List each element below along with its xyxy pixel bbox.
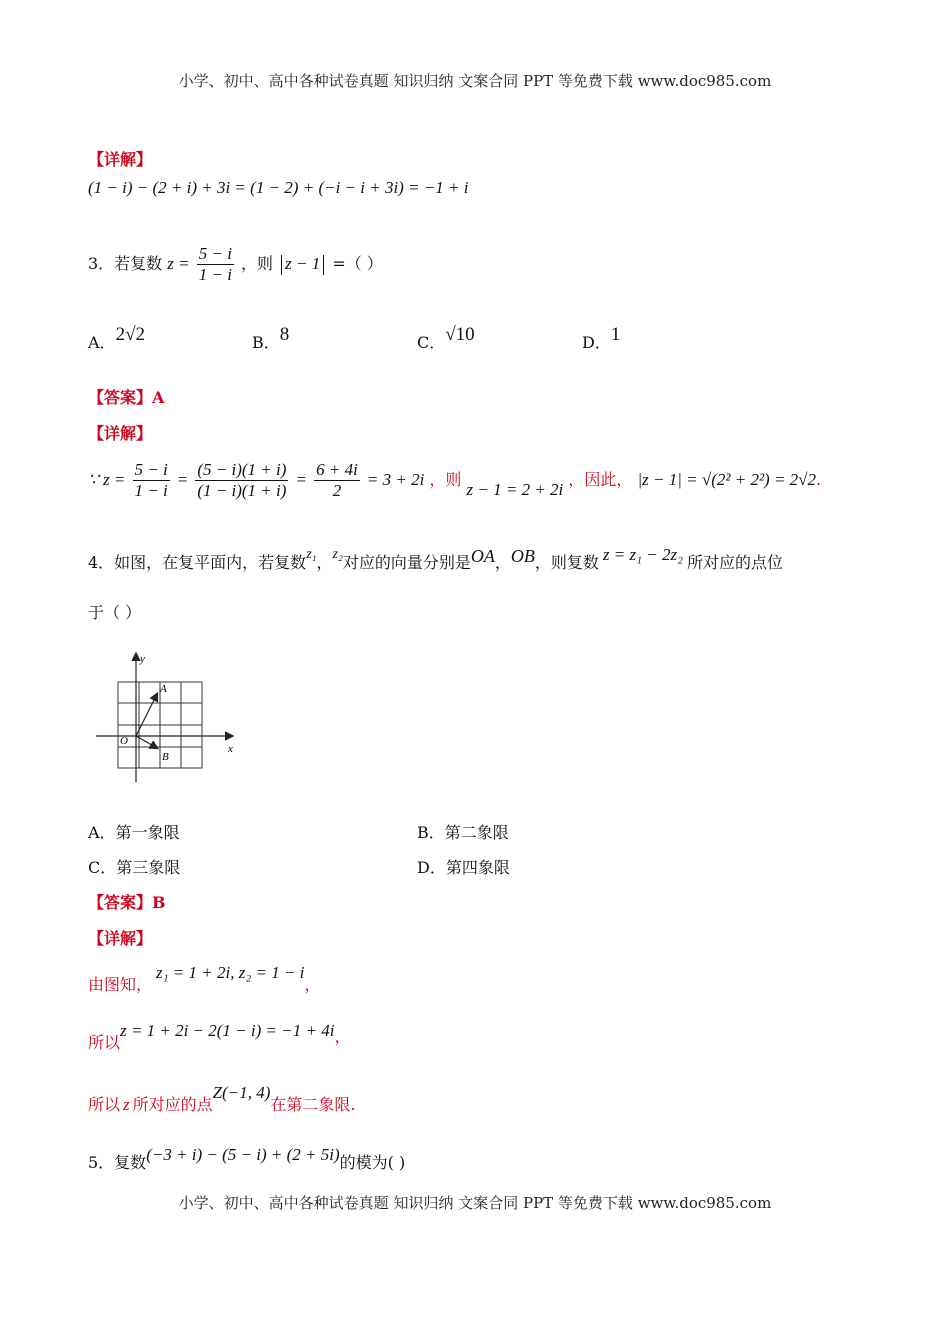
q4-line2-text: 所以 <box>88 1033 121 1052</box>
q3-number: 3．若复数 <box>88 254 163 273</box>
q3-abs-expr: z − 1 <box>285 254 321 273</box>
q3-detail-tag: 【详解】 <box>88 424 153 443</box>
q4-sol-line3 <box>88 1078 356 1114</box>
point-b-label: B <box>162 751 169 763</box>
option-label: D． <box>582 333 611 352</box>
origin-label: O <box>120 735 128 747</box>
q4-sol-line2 <box>88 1016 351 1052</box>
q3-option-c[interactable] <box>417 324 475 354</box>
option-value: 第四象限 <box>445 858 510 877</box>
option-value: 1 <box>610 324 621 345</box>
q4-sep-2: ， <box>494 553 511 572</box>
q4-z2: z₂ <box>332 547 343 562</box>
option-label: B． <box>252 333 280 352</box>
q4-mid2: ，则复数 <box>534 553 599 572</box>
option-label: A． <box>88 823 116 842</box>
page-footer: 小学、初中、高中各种试卷真题 知识归纳 文案合同 PPT 等免费下载 www.doc985.com <box>178 1194 772 1212</box>
q5-stem <box>88 1140 405 1170</box>
q3-then: ，则 <box>241 254 274 273</box>
q4-line3-text: 所以 <box>88 1095 121 1114</box>
option-value: 2√2 <box>115 324 145 345</box>
y-label: y <box>140 653 145 665</box>
option-label: C． <box>88 858 117 877</box>
page-header: 小学、初中、高中各种试卷真题 知识归纳 文案合同 PPT 等免费下载 www.doc985.com <box>178 72 772 90</box>
q5-expr: (−3 + i) − (5 − i) + (2 + 5i) <box>146 1145 340 1164</box>
q3-answer: 【答案】A <box>88 388 165 407</box>
q3-fraction <box>197 244 234 285</box>
frac-den: (1 − i)(1 + i) <box>197 481 287 500</box>
q4-option-b[interactable] <box>417 820 509 843</box>
q3-frac-num: 5 − i <box>198 244 232 263</box>
q3-stem <box>88 240 383 288</box>
q2-detail-tag: 【详解】 <box>88 150 153 169</box>
point-a-label: A <box>160 683 167 695</box>
q4-stem <box>88 545 784 579</box>
q3-option-a[interactable] <box>88 324 145 354</box>
q4-line3-expr: Z(−1, 4) <box>212 1083 271 1102</box>
option-value: 第一象限 <box>115 823 180 842</box>
q3-sol-frac-3 <box>314 460 360 501</box>
q4-option-c[interactable] <box>88 855 180 878</box>
q2-equation: (1 − i) − (2 + i) + 3i = (1 − 2) + (−i − i + 3i) = −1 + i <box>88 178 469 197</box>
q3-solution: ∵ z = $\frac{5 - i}{1 - i}$ = $\frac{(5 - i)(1 + i)}{(1 - i)(1 + i)}$ = $\frac{6 + 4i}{2}$ = 3 + 2i ，则 z − 1 = 2 + 2i ，因此， |z − 1| = √(2² + 2²) = 2√2. <box>88 460 822 500</box>
q3-then-text: ，则 <box>429 470 462 489</box>
q4-line1-text: 由图知， <box>88 975 153 994</box>
option-value: 第三象限 <box>116 858 181 877</box>
x-label: x <box>228 743 233 755</box>
q3-tail: =（ ） <box>332 254 383 273</box>
q4-line2-expr: z = 1 + 2i − 2(1 − i) = −1 + 4i <box>120 1021 335 1040</box>
frac-num: (5 − i)(1 + i) <box>197 460 287 479</box>
abs-bar-left <box>281 255 282 275</box>
q4-line1-end: ， <box>304 975 321 994</box>
abs-bar-right <box>323 255 324 275</box>
q4-sep: ， <box>316 553 333 572</box>
q5-tail: 的模为( ) <box>339 1153 406 1172</box>
q3-z-eq: z = <box>167 254 190 273</box>
q4-stem-suffix: 所对应的点位 <box>687 553 784 572</box>
q4-sol-line1 <box>88 958 321 994</box>
q3-sol-frac-1 <box>133 460 170 501</box>
q4-line3-z: z <box>123 1095 130 1114</box>
frac-num: 6 + 4i <box>316 460 358 479</box>
option-value: √10 <box>445 324 475 345</box>
option-label: A． <box>88 333 116 352</box>
complex-plane-figure <box>92 648 252 788</box>
q4-option-a[interactable] <box>88 820 180 843</box>
frac-num: 5 − i <box>134 460 168 479</box>
option-label: D． <box>417 858 446 877</box>
q4-z-expr: z = z₁ − 2z₂ <box>602 545 684 564</box>
q3-final-expr: |z − 1| = √(2² + 2²) = 2√2 <box>637 470 817 489</box>
q5-number: 5．复数 <box>88 1153 147 1172</box>
q3-since: ∵ z = <box>88 470 126 489</box>
frac-den: 1 − i <box>134 481 168 500</box>
q4-line1-expr: z₁ = 1 + 2i, z₂ = 1 − i <box>156 963 305 982</box>
q4-line2-end: ， <box>334 1027 351 1046</box>
q3-result: = 3 + 2i <box>366 470 425 489</box>
frac-den: 2 <box>332 481 342 500</box>
q4-mid: 对应的向量分别是 <box>342 553 471 572</box>
q3-final-dot: . <box>816 470 822 489</box>
q4-detail-tag: 【详解】 <box>88 929 153 948</box>
q3-then-expr: z − 1 = 2 + 2i <box>466 480 564 499</box>
q4-stem-prefix: 4．如图，在复平面内，若复数 <box>88 553 307 572</box>
q3-hence-text: ，因此， <box>568 470 633 489</box>
q4-ob: OB <box>510 546 535 566</box>
q4-option-d[interactable] <box>417 855 510 878</box>
option-value: 8 <box>279 324 290 345</box>
q4-oa: OA <box>470 546 495 566</box>
q4-answer: 【答案】B <box>88 893 166 912</box>
option-label: C． <box>417 333 446 352</box>
q4-z1: z₁ <box>306 547 317 562</box>
q4-line3-end: 在第二象限. <box>270 1095 356 1114</box>
q4-line3-mid: 所对应的点 <box>132 1095 213 1114</box>
q3-sol-frac-2 <box>195 460 288 501</box>
option-value: 第二象限 <box>444 823 509 842</box>
q3-frac-den: 1 − i <box>198 265 232 284</box>
option-label: B． <box>417 823 445 842</box>
q3-option-b[interactable] <box>252 324 290 354</box>
q3-option-d[interactable] <box>582 324 621 354</box>
q4-stem-line2: 于（ ） <box>88 603 142 622</box>
